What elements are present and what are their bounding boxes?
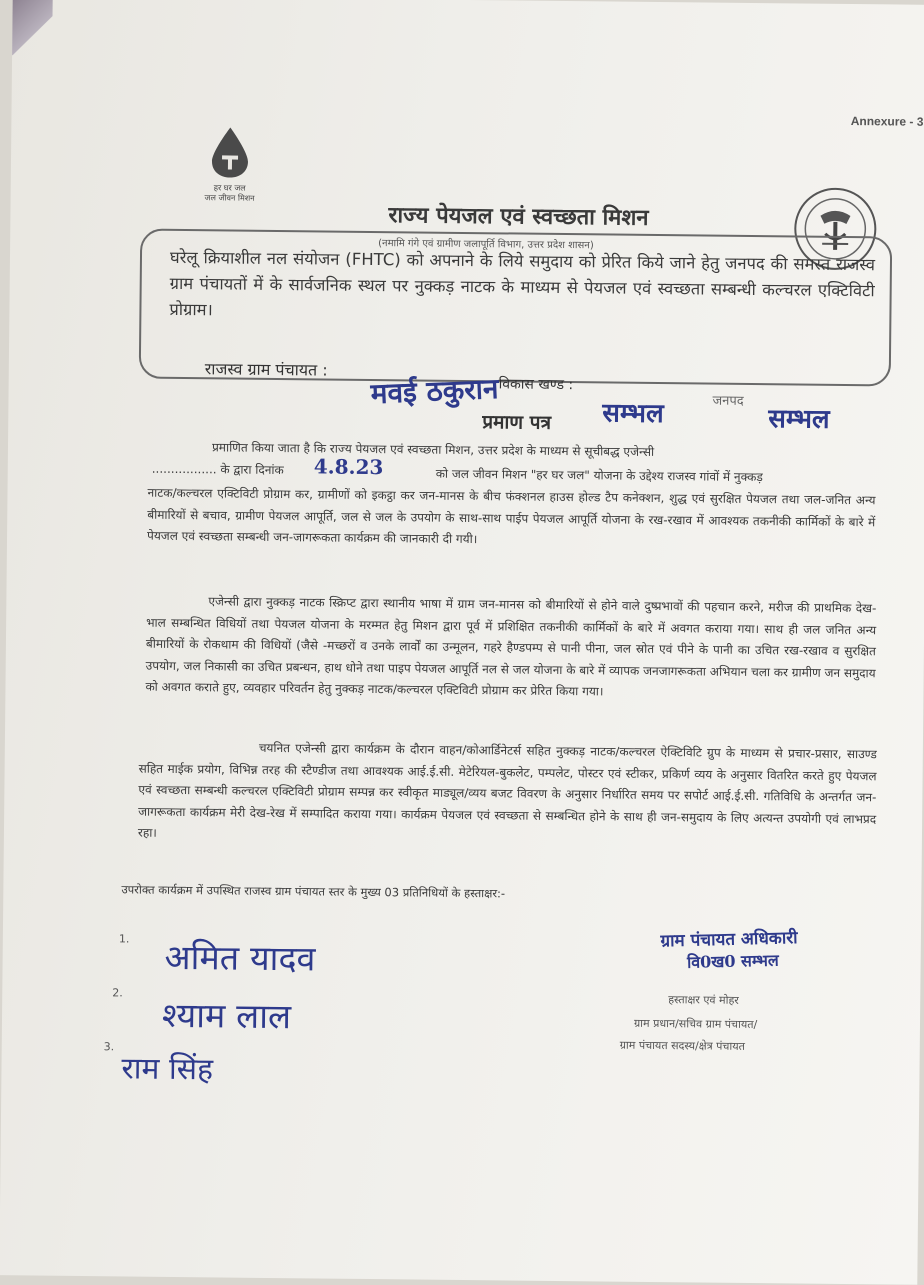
page-corner xyxy=(12,0,53,56)
para1-line1: प्रमाणित किया जाता है कि राज्य पेयजल एवं स्वच्छता मिशन, उत्तर प्रदेश के माध्यम से सूचीबद्ध एजेन्सी xyxy=(211,440,655,459)
annexure-label: Annexure - 3 xyxy=(850,114,924,129)
block-label: विकास खण्ड : xyxy=(498,376,574,394)
para2: एजेन्सी द्वारा नुक्कड़ नाटक स्क्रिप्ट द्वारा स्थानीय भाषा में ग्राम जन-मानस को बीमारियों से होने वाले दुष्प्रभावों की पहचान करने, मरीज की प्राथमिक देख-भाल सम्बन्धित विधियों तथा पेयजल योजना के मरम्मत हेतु मिशन द्वारा पूर्व में प्रशिक्षित तकनीकी कार्मिकों के बारे में अवगत कराया गया। साथ ही जल जनित अन्य बीमारियों के रोकथाम की विधियों (जैसे -मच्छरों व उनके लार्वों का उन्मूलन, गहरे हैण्डपम्प से पानी पीना, जल स्रोत एवं पीने के पानी का उचित रख-रखाव व सुरक्षित उपयोग, जल निकासी का उचित प्रबन्धन, हाथ धोने तथा पाइप पेयजल आपूर्ति नल से जल योजना के बारे में व्यापक जनजागरूकता अभियान चला कर ग्रामीण जन समुदाय को अवगत कराते हुए, व्यवहार परिवर्तन हेतु नुक्कड़ नाटक/कल्चरल एक्टिविटी प्रोग्राम कर प्रेरित किया गया। xyxy=(145,594,877,699)
signatory-2-number: 2. xyxy=(112,986,123,1000)
certificate-title: प्रमाण पत्र xyxy=(482,411,552,434)
district-value: सम्भल xyxy=(768,404,830,435)
official-line-2: ग्राम प्रधान/सचिव ग्राम पंचायत/ xyxy=(633,1016,758,1032)
district-label: जनपद xyxy=(712,393,744,409)
signatory-1-number: 1. xyxy=(118,932,130,946)
para1-body: नाटक/कल्चरल एक्टिविटी प्रोग्राम कर, ग्रामीणों को इकट्ठा कर जन-मानस के बीच फंक्शनल हाउस होल्ड टैप कनेक्शन, शुद्ध एवं सुरक्षित पेयजल तथा जल-जनित अन्य बीमारियों से बचाव, ग्रामीण पेयजल आपूर्ति, जल से जल के उपयोग के साथ-साथ पाईप पेयजल आपूर्ति योजना के रख-रखाव में आवश्यक तकनीकी कार्मिकों के बारे में पेयजल एवं स्वच्छता सम्बन्धी जन-जागरूकता कार्यक्रम की जानकारी दी गयी। xyxy=(147,485,876,547)
date-value: 4.8.23 xyxy=(313,454,384,480)
para3: चयनित एजेन्सी द्वारा कार्यक्रम के दौरान वाहन/कोआर्डिनेटर्स सहित नुक्कड़ नाटक/कल्चरल ऐक्टिविटि ग्रुप के माध्यम से प्रचार-प्रसार, साउण्ड सहित माईक प्रयोग, विभिन्न तरह की स्टैण्डीज तथा आवश्यक आई.ई.सी. मेटेरियल-बुकलेट, पम्पलेट, पोस्टर एवं स्टीकर, प्रकिर्ण व्यय के अनुसार वितरित करते हुए पेयजल एवं स्वच्छता सम्बन्धी कल्चरल एक्टिविटी प्रोग्राम सम्पन्न कर स्वीकृत माड्यूल/व्यय बजट विवरण के अनुसार निर्धारित समय पर सपोर्ट आई.ई.सी. गतिविधि के अन्तर्गत जन-जागरूकता कार्यक्रम मेरी देख-रेख में सम्पादित कराया गया। कार्यक्रम पेयजल एवं स्वच्छता से सम्बन्धित होने के साथ ही जन-समुदाय के लिए अत्यन्त उपयोगी एवं लाभप्रद रहा। xyxy=(137,740,877,840)
official-stamp xyxy=(660,925,798,973)
har-ghar-jal-logo xyxy=(193,125,268,204)
logo-caption-1: हर घर जल xyxy=(213,183,246,193)
logo-caption-2: जल जीवन मिशन xyxy=(204,193,255,203)
signatory-3-number: 3. xyxy=(103,1040,115,1054)
signatory-1-signature: अमित यादव xyxy=(164,937,316,980)
para1-line2-pre: ................. के द्वारा दिनांक xyxy=(151,461,284,478)
gram-panchayat-value: मवई ठकुरान xyxy=(369,372,500,411)
para1-line2-post: को जल जीवन मिशन "हर घर जल" योजना के उद्देश्य राजस्व गांवों में नुक्कड़ xyxy=(435,466,763,485)
block-value: सम्भल xyxy=(602,398,664,430)
banner-text: घरेलू क्रियाशील नल संयोजन (FHTC) को अपनाने के लिये समुदाय को प्रेरित किये जाने हेतु जनपद की समस्त राजस्व ग्राम पंचायतों में के सार्वजनिक स्थल पर नुक्कड़ नाटक के माध्यम से पेयजल एवं स्वच्छता सम्बन्धी कल्चरल एक्टिविटी प्रोग्राम। xyxy=(169,247,876,320)
gram-panchayat-label: राजस्व ग्राम पंचायत : xyxy=(204,359,328,380)
signatory-3-signature: राम सिंह xyxy=(121,1051,214,1088)
stamp-line-1: ग्राम पंचायत अधिकारी xyxy=(660,928,798,952)
stamp-line-2: वि0ख0 सम्भल xyxy=(686,950,779,972)
signatures-intro: उपरोक्त कार्यक्रम में उपस्थित राजस्व ग्राम पंचायत स्तर के मुख्य 03 प्रतिनिधियों के हस्ताक्षर:- xyxy=(121,882,506,901)
mission-subtitle: (नमामि गंगे एवं ग्रामीण जलापूर्ति विभाग, उत्तर प्रदेश शासन) xyxy=(378,238,594,252)
mission-title: राज्य पेयजल एवं स्वच्छता मिशन xyxy=(388,203,649,231)
official-line-3: ग्राम पंचायत सदस्य/क्षेत्र पंचायत xyxy=(619,1038,746,1053)
signatory-2-signature: श्याम लाल xyxy=(161,995,292,1038)
water-drop-icon xyxy=(206,125,255,179)
official-line-1: हस्ताक्षर एवं मोहर xyxy=(668,993,739,1007)
